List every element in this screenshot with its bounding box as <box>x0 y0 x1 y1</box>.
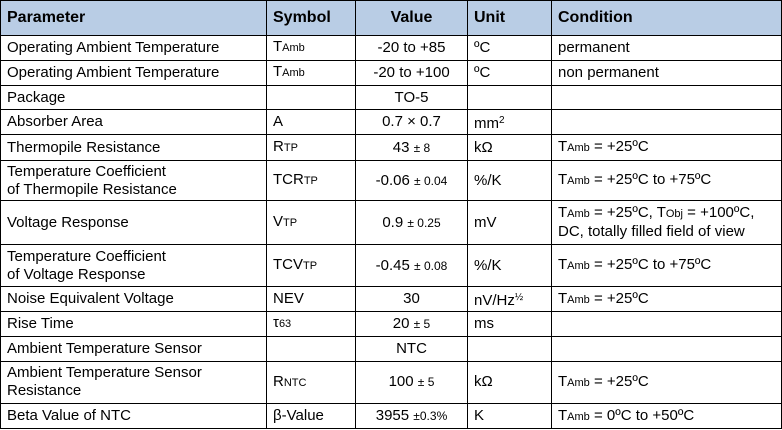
condition-text: = +25ºC <box>589 289 649 307</box>
symbol-main: TCV <box>273 256 303 274</box>
symbol-main: T <box>273 38 283 56</box>
value-tolerance: ± 0.25 <box>407 215 441 230</box>
condition-t: T <box>558 171 568 189</box>
symbol-cell <box>267 336 356 361</box>
condition-text: = +25ºC <box>589 372 649 390</box>
condition-text: = +25ºC to +75ºC <box>589 256 712 274</box>
symbol-subscript: TP <box>303 260 318 273</box>
condition-cell: non permanent <box>552 60 782 85</box>
unit-cell: kΩ <box>468 135 552 161</box>
unit-superscript: ½ <box>514 291 524 303</box>
parameter-cell: Thermopile Resistance <box>1 135 267 161</box>
value-cell <box>356 312 468 337</box>
value-main: -0.06 <box>375 171 410 189</box>
unit-cell: ms <box>468 312 552 337</box>
value-tolerance: ± 8 <box>413 140 431 155</box>
condition-cell: permanent <box>552 36 782 61</box>
header-parameter: Parameter <box>1 1 267 36</box>
parameter-cell: Package <box>1 85 267 110</box>
value-tolerance: ± 0.08 <box>414 258 448 273</box>
condition-cell <box>552 201 782 244</box>
symbol-cell <box>267 244 356 286</box>
parameter-cell: Operating Ambient Temperature <box>1 36 267 61</box>
condition-t: T <box>558 204 568 222</box>
header-condition: Condition <box>552 1 782 36</box>
condition-subscript: Amb <box>567 175 590 188</box>
unit-superscript: 2 <box>499 114 505 126</box>
unit-main: nV/Hz <box>474 291 515 309</box>
table-row <box>1 60 782 85</box>
condition-subscript: Amb <box>567 410 590 423</box>
symbol-main: R <box>273 138 284 156</box>
condition-text-2: = +100ºC, <box>683 204 755 222</box>
parameter-line-2: Resistance <box>7 382 82 400</box>
condition-cell <box>552 404 782 429</box>
symbol-subscript: TP <box>283 142 298 155</box>
condition-cell <box>552 135 782 161</box>
value-cell <box>356 201 468 244</box>
unit-cell: mV <box>468 201 552 244</box>
parameter-line-2: of Thermopile Resistance <box>7 180 177 198</box>
symbol-cell: A <box>267 110 356 135</box>
parameter-cell: Operating Ambient Temperature <box>1 60 267 85</box>
symbol-subscript: TP <box>303 175 318 188</box>
condition-t: T <box>558 289 568 307</box>
symbol-subscript: Amb <box>282 42 305 55</box>
condition-text: = 0ºC to +50ºC <box>589 406 695 424</box>
symbol-cell <box>267 60 356 85</box>
condition-cell <box>552 361 782 403</box>
symbol-subscript: TP <box>283 217 298 230</box>
value-tolerance: ± 0.04 <box>414 173 448 188</box>
condition-cell <box>552 85 782 110</box>
parameter-cell <box>1 161 267 201</box>
value-tolerance: ± 5 <box>413 316 431 331</box>
table-row <box>1 287 782 312</box>
condition-subscript: Amb <box>567 376 590 389</box>
parameter-cell: Voltage Response <box>1 201 267 244</box>
parameter-line-1: Temperature Coefficient <box>7 247 166 265</box>
symbol-main: T <box>273 63 283 81</box>
value-cell <box>356 404 468 429</box>
table-row <box>1 312 782 337</box>
unit-cell: kΩ <box>468 361 552 403</box>
parameter-cell <box>1 244 267 286</box>
symbol-cell: β-Value <box>267 404 356 429</box>
symbol-subscript: NTC <box>283 376 307 389</box>
symbol-cell <box>267 135 356 161</box>
condition-subscript: Amb <box>567 142 590 155</box>
value-main: 3955 <box>375 407 410 425</box>
parameter-cell: Beta Value of NTC <box>1 404 267 429</box>
unit-main: mm <box>474 114 499 132</box>
unit-cell <box>468 336 552 361</box>
table-row <box>1 201 782 244</box>
condition-text: = +25ºC to +75ºC <box>589 171 712 189</box>
header-value: Value <box>356 1 468 36</box>
parameter-cell: Rise Time <box>1 312 267 337</box>
value-cell: -20 to +100 <box>356 60 468 85</box>
value-cell: 0.7 × 0.7 <box>356 110 468 135</box>
condition-subscript: Amb <box>567 260 590 273</box>
value-tolerance: ± 5 <box>417 375 435 390</box>
parameter-cell <box>1 361 267 403</box>
condition-cell <box>552 161 782 201</box>
value-main: -0.45 <box>375 256 410 274</box>
value-main: 20 <box>392 314 410 332</box>
unit-cell: %/K <box>468 244 552 286</box>
parameter-cell: Absorber Area <box>1 110 267 135</box>
condition-subscript: Amb <box>567 208 590 221</box>
table-row <box>1 110 782 135</box>
value-tolerance: ±0.3% <box>413 409 448 424</box>
unit-cell: ºC <box>468 60 552 85</box>
condition-cell <box>552 244 782 286</box>
table-row <box>1 336 782 361</box>
header-unit: Unit <box>468 1 552 36</box>
condition-t: T <box>558 256 568 274</box>
table-row <box>1 361 782 403</box>
symbol-main: τ <box>273 314 279 332</box>
value-cell <box>356 161 468 201</box>
symbol-cell <box>267 85 356 110</box>
symbol-cell <box>267 312 356 337</box>
symbol-main: R <box>273 372 284 390</box>
parameter-cell: Noise Equivalent Voltage <box>1 287 267 312</box>
unit-cell <box>468 287 552 312</box>
parameter-cell: Ambient Temperature Sensor <box>1 336 267 361</box>
condition-cell <box>552 110 782 135</box>
table-row <box>1 36 782 61</box>
symbol-subscript: 63 <box>278 318 292 331</box>
value-cell: -20 to +85 <box>356 36 468 61</box>
unit-cell <box>468 85 552 110</box>
symbol-main: V <box>273 213 284 231</box>
condition-t: T <box>558 138 568 156</box>
header-row <box>1 1 782 36</box>
symbol-cell <box>267 361 356 403</box>
condition-text: = +25ºC, T <box>589 204 666 222</box>
condition-t: T <box>558 406 568 424</box>
symbol-cell <box>267 161 356 201</box>
condition-t: T <box>558 372 568 390</box>
value-cell: TO-5 <box>356 85 468 110</box>
unit-cell <box>468 110 552 135</box>
parameter-line-1: Temperature Coefficient <box>7 162 166 180</box>
condition-subscript-obj: Obj <box>665 208 683 221</box>
table-row <box>1 135 782 161</box>
condition-cell <box>552 336 782 361</box>
unit-cell: ºC <box>468 36 552 61</box>
condition-text: = +25ºC <box>589 138 649 156</box>
parameter-line-2: of Voltage Response <box>7 265 146 283</box>
unit-cell: %/K <box>468 161 552 201</box>
value-cell <box>356 361 468 403</box>
value-main: 0.9 <box>382 213 404 231</box>
condition-cell <box>552 312 782 337</box>
unit-cell: K <box>468 404 552 429</box>
header-symbol: Symbol <box>267 1 356 36</box>
value-cell: 30 <box>356 287 468 312</box>
value-cell: NTC <box>356 336 468 361</box>
table-row <box>1 404 782 429</box>
table-row <box>1 244 782 286</box>
parameter-line-1: Ambient Temperature Sensor <box>7 364 202 382</box>
symbol-cell <box>267 201 356 244</box>
condition-cell <box>552 287 782 312</box>
symbol-subscript: Amb <box>282 67 305 80</box>
value-main: 100 <box>388 373 414 391</box>
value-cell <box>356 244 468 286</box>
value-main: 43 <box>392 138 410 156</box>
symbol-main: TCR <box>273 171 304 189</box>
table-row <box>1 85 782 110</box>
table-row <box>1 161 782 201</box>
symbol-cell: NEV <box>267 287 356 312</box>
condition-subscript: Amb <box>567 293 590 306</box>
symbol-cell <box>267 36 356 61</box>
value-cell <box>356 135 468 161</box>
condition-line-2: DC, totally filled field of view <box>558 223 745 241</box>
